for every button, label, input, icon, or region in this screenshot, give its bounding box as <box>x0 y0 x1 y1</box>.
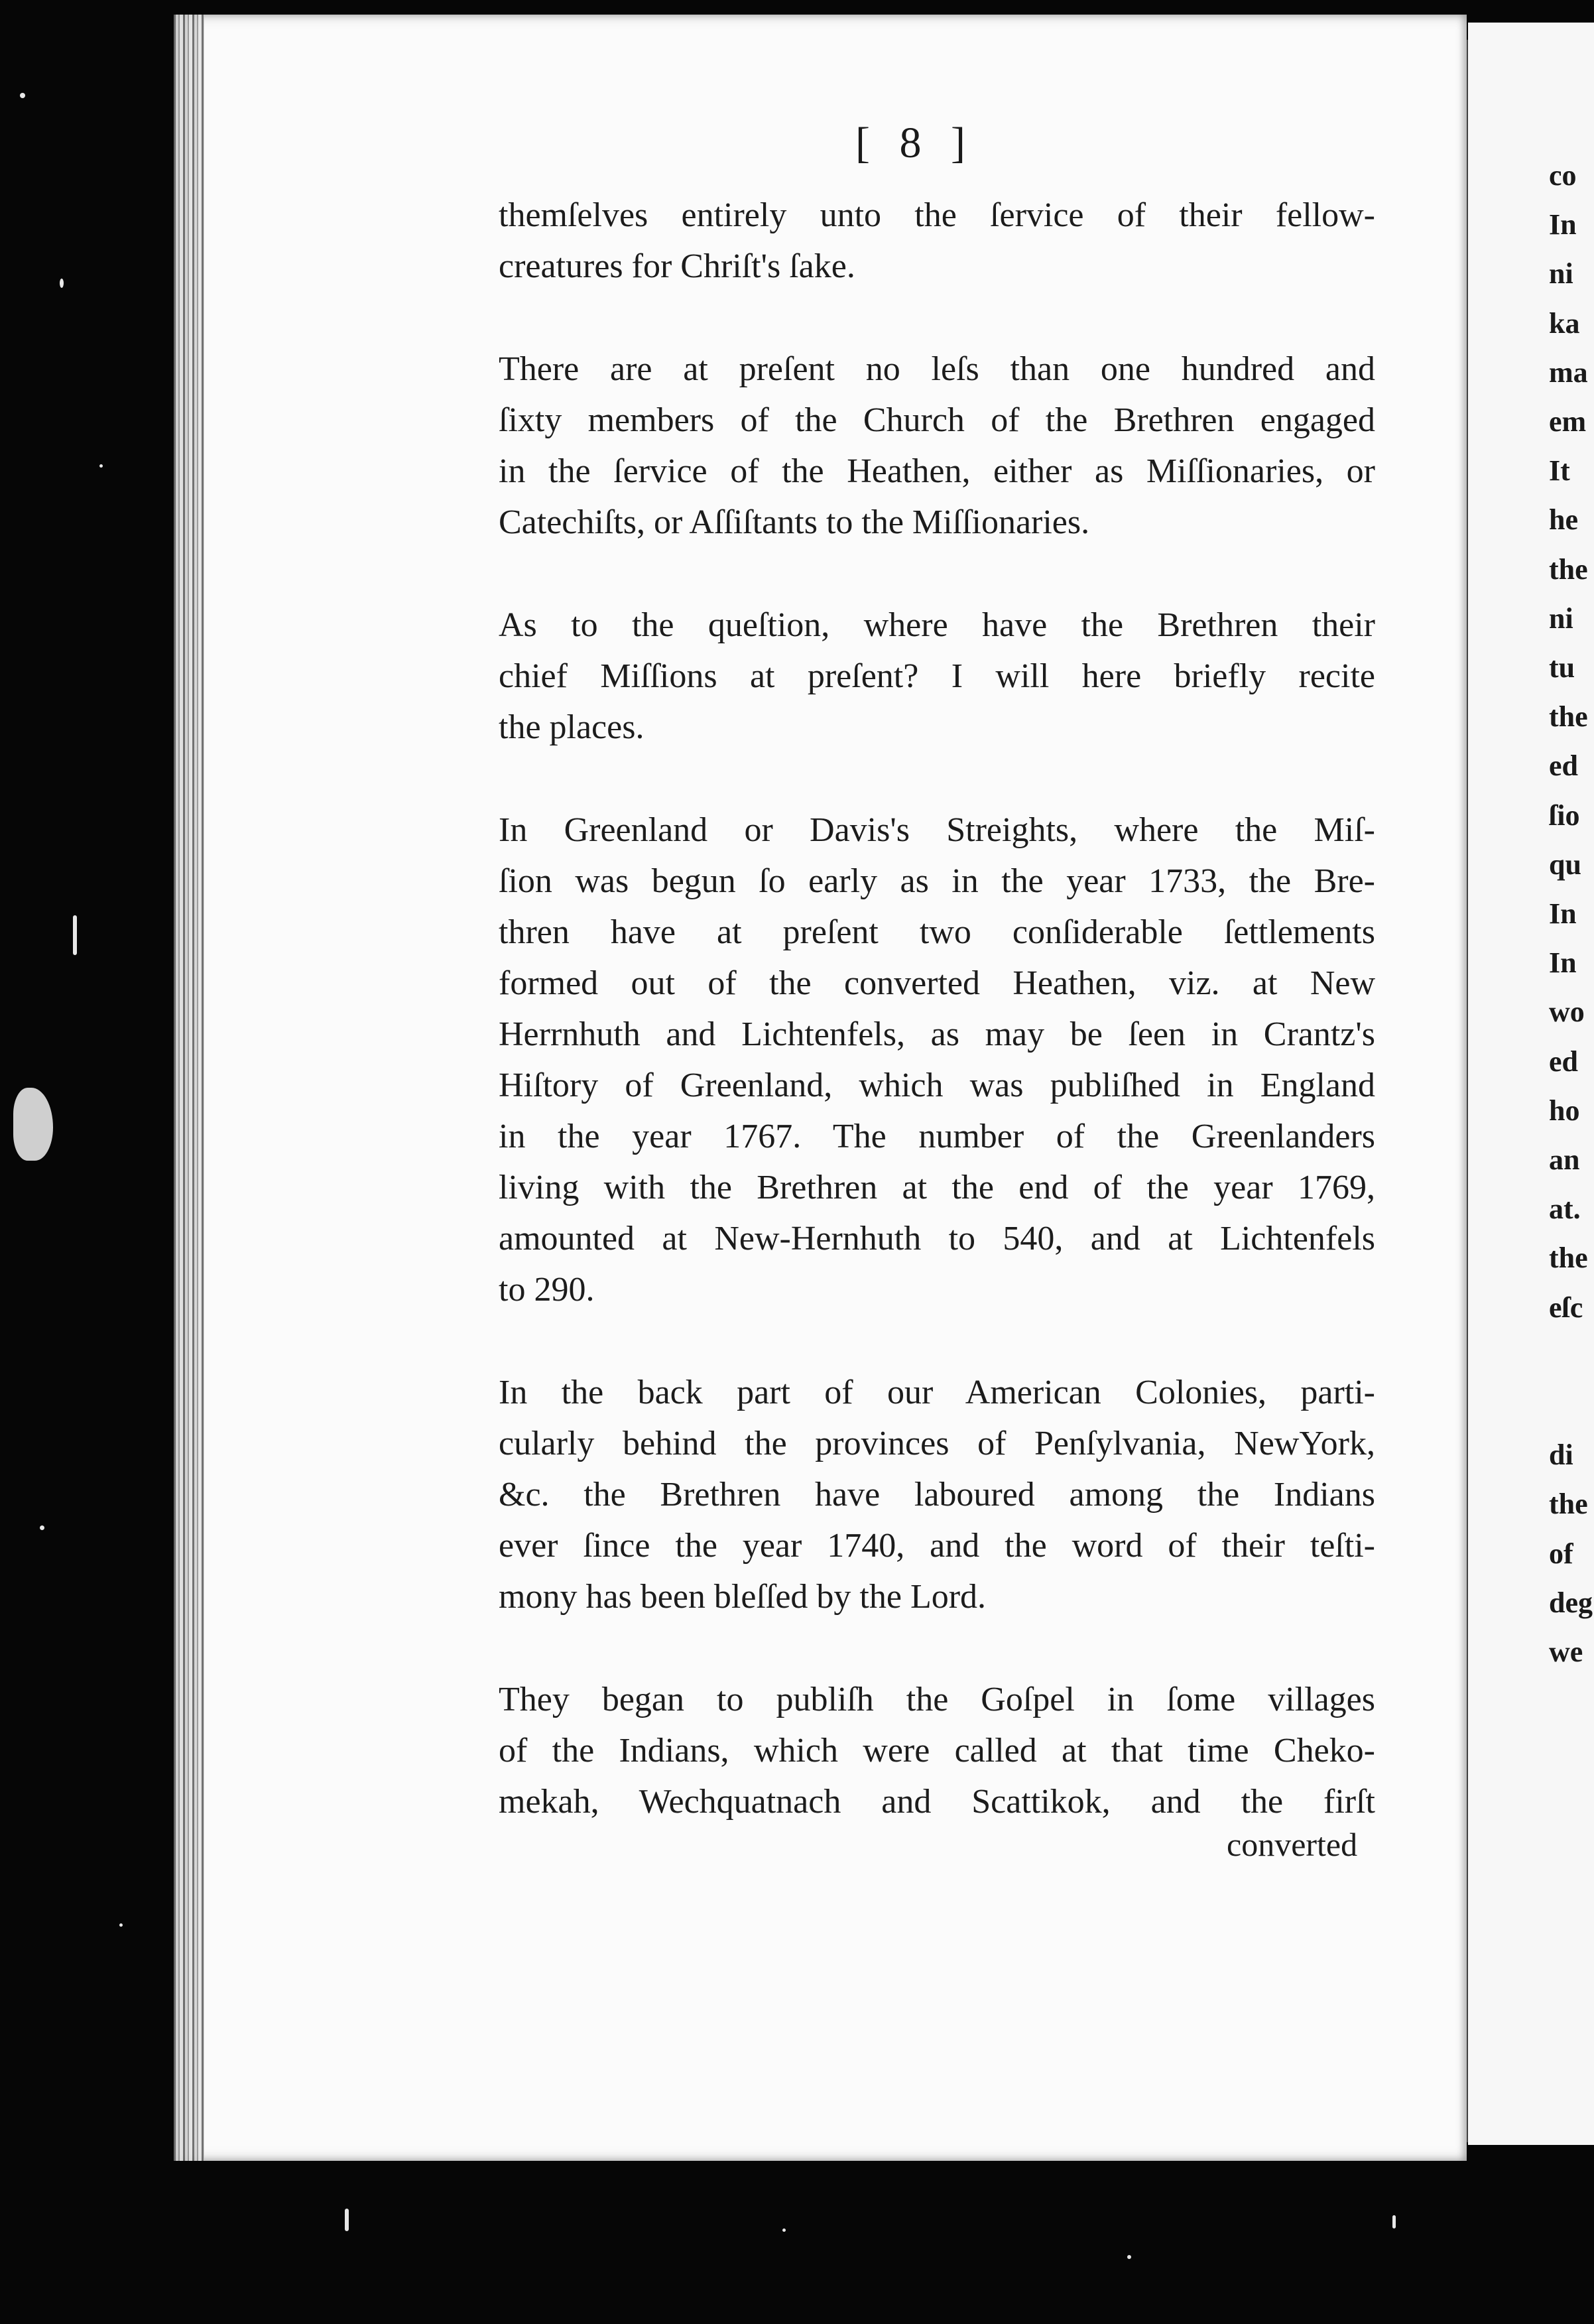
facing-line-fragment: qu <box>1549 848 1581 881</box>
facing-line-fragment: wo <box>1549 996 1585 1029</box>
page-number: [ 8 ] <box>855 119 975 167</box>
text-line: mony has been bleſſed by the Lord. <box>499 1578 987 1616</box>
text-line: Catechiſts, or Aſſiſtants to the Miſſionaries. <box>499 503 1090 541</box>
catchword: converted <box>1227 1826 1358 1863</box>
facing-line-fragment: the <box>1549 552 1588 586</box>
paragraph-gap <box>499 1622 1375 1674</box>
text-line: In Greenland or Davis's Streights, where the Miſ- <box>499 811 1375 849</box>
paragraph <box>499 1367 1375 1622</box>
facing-line-fragment: In <box>1549 208 1577 241</box>
text-line: As to the queſtion, where have the Brethren their <box>499 606 1375 644</box>
facing-line-fragment: tu <box>1549 651 1575 684</box>
facing-line-fragment: ma <box>1549 355 1588 389</box>
facing-page-text <box>1549 151 1593 1677</box>
facing-line-fragment: an <box>1549 1143 1580 1177</box>
paragraph <box>499 190 1375 292</box>
facing-line-fragment: di <box>1549 1439 1573 1472</box>
text-line: Herrnhuth and Lichtenfels, as may be ſeen in Crantz's <box>499 1015 1375 1053</box>
paragraph <box>499 1674 1375 1827</box>
text-line: mekah, Wechquatnach and Scattikok, and the firſt <box>499 1783 1375 1821</box>
facing-line-fragment: we <box>1549 1636 1583 1669</box>
facing-line-fragment: ni <box>1549 602 1573 635</box>
facing-line-fragment <box>1549 1382 1593 1431</box>
text-line: ſion was begun ſo early as in the year 1733, the Bre- <box>499 862 1375 900</box>
paragraph-gap <box>499 1315 1375 1367</box>
paragraph <box>499 344 1375 548</box>
facing-line-fragment: the <box>1549 700 1588 734</box>
facing-line-fragment: In <box>1549 897 1577 931</box>
facing-line-fragment: In <box>1549 946 1577 980</box>
facing-line-fragment: em <box>1549 405 1587 438</box>
facing-line-fragment: he <box>1549 503 1578 537</box>
paragraph-gap <box>499 548 1375 600</box>
facing-line-fragment: ed <box>1549 749 1578 783</box>
facing-line-fragment: It <box>1549 454 1570 487</box>
text-line: In the back part of our American Colonies, parti- <box>499 1374 1375 1411</box>
text-line: ſixty members of the Church of the Brethren engaged <box>499 401 1375 439</box>
text-line: chief Miſſions at preſent? I will here briefly recite <box>499 657 1375 695</box>
text-line: Hiſtory of Greenland, which was publiſhed in England <box>499 1066 1375 1104</box>
text-line: living with the Brethren at the end of the year 1769, <box>499 1169 1375 1206</box>
facing-line-fragment: ſio <box>1549 799 1580 832</box>
facing-line-fragment: the <box>1549 1242 1588 1275</box>
body-text <box>499 190 1375 1827</box>
text-line: to 290. <box>499 1271 595 1309</box>
facing-line-fragment: ka <box>1549 306 1580 340</box>
facing-line-fragment: ed <box>1549 1045 1578 1078</box>
facing-line-fragment: of <box>1549 1537 1573 1570</box>
text-line: cularly behind the provinces of Penſylvania, NewYork, <box>499 1425 1375 1462</box>
text-line: of the Indians, which were called at that time Cheko- <box>499 1732 1375 1770</box>
paragraph-gap <box>499 753 1375 805</box>
text-line: formed out of the converted Heathen, viz. at New <box>499 964 1375 1002</box>
facing-line-fragment: deg <box>1549 1586 1593 1619</box>
text-line: themſelves entirely unto the ſervice of their fellow- <box>499 196 1375 234</box>
text-line: They began to publiſh the Goſpel in ſome villages <box>499 1681 1375 1718</box>
paragraph <box>499 600 1375 753</box>
facing-line-fragment: co <box>1549 159 1577 192</box>
facing-line-fragment: ho <box>1549 1094 1580 1127</box>
paragraph-gap <box>499 292 1375 344</box>
facing-line-fragment: eſc <box>1549 1291 1583 1324</box>
facing-line-fragment: at. <box>1549 1193 1581 1226</box>
facing-line-fragment <box>1549 1332 1593 1382</box>
text-line: creatures for Chriſt's ſake. <box>499 247 855 285</box>
text-line: There are at preſent no leſs than one hundred and <box>499 350 1375 388</box>
facing-line-fragment: the <box>1549 1488 1588 1521</box>
text-line: the places. <box>499 708 644 746</box>
text-line: in the year 1767. The number of the Greenlanders <box>499 1118 1375 1155</box>
text-line: thren have at preſent two conſiderable ſettlements <box>499 913 1375 951</box>
page-edge-stack <box>174 15 204 2161</box>
facing-line-fragment: ni <box>1549 257 1573 290</box>
text-line: in the ſervice of the Heathen, either as Miſſionaries, or <box>499 452 1375 490</box>
text-line: ever ſince the year 1740, and the word of their teſti- <box>499 1527 1375 1565</box>
text-line: amounted at New-Hernhuth to 540, and at Lichtenfels <box>499 1220 1375 1258</box>
paragraph <box>499 805 1375 1315</box>
text-line: &c. the Brethren have laboured among the Indians <box>499 1476 1375 1514</box>
